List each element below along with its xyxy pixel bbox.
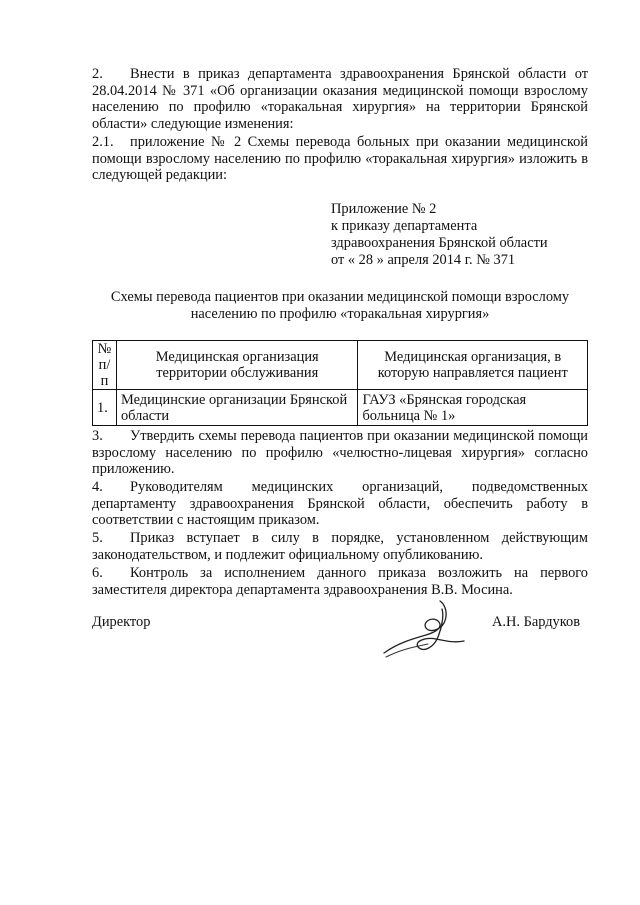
column-header-number: № п/п [93, 341, 117, 390]
table-cell: 1. [93, 390, 117, 426]
paragraph-number: 2. [92, 66, 103, 82]
table-header-row [93, 341, 588, 390]
paragraph-4 [92, 479, 588, 529]
paragraph-2 [92, 66, 588, 132]
scheme-title: Схемы перевода пациентов при оказании медицинской помощи взрослому населению по профилю «торакальная хирургия» [110, 289, 570, 322]
paragraph-number: 4. [92, 479, 103, 495]
table-row [93, 390, 588, 426]
paragraph-text: Утвердить схемы перевода пациентов при оказании медицинской помощи взрослому населению по профилю «челюстно-лицевая хирургия» согласно приложению. [92, 428, 588, 478]
paragraph-number: 6. [92, 565, 103, 581]
column-header-destination: Медицинская организация, в которую направляется пациент [358, 341, 588, 390]
transfer-scheme-table [92, 340, 588, 426]
paragraph-number: 3. [92, 428, 103, 444]
paragraph-text: Руководителям медицинских организаций, подведомственных департаменту здравоохранения Брянской области, обеспечить работу в соответствии с настоящим приказом. [92, 479, 588, 529]
signatory-name: А.Н. Бардуков [492, 614, 581, 630]
handwritten-signature [378, 597, 468, 659]
paragraph-5 [92, 530, 588, 563]
table-cell: Медицинские организации Брянской области [116, 390, 357, 426]
paragraph-6 [92, 565, 588, 598]
appendix-line: к приказу департамента [331, 218, 478, 234]
paragraph-number: 5. [92, 530, 103, 546]
appendix-line: от « 28 » апреля 2014 г. № 371 [331, 252, 516, 268]
appendix-header [331, 201, 548, 269]
paragraph-text: Приказ вступает в силу в порядке, установленном действующим законодательством, и подлежит официальному опубликованию. [92, 530, 588, 563]
table-cell: ГАУЗ «Брянская городская больница № 1» [358, 390, 588, 426]
paragraph-2-1 [92, 134, 588, 184]
appendix-line: Приложение № 2 [331, 201, 437, 217]
appendix-line: здравоохранения Брянской области [331, 235, 548, 251]
paragraph-text: приложение № 2 Схемы перевода больных при оказании медицинской помощи взрослому населению по профилю «торакальная хирургия» изложить в следующей редакции: [92, 134, 588, 184]
column-header-service-area: Медицинская организация территории обслуживания [116, 341, 357, 390]
paragraph-3 [92, 428, 588, 478]
paragraph-text: Контроль за исполнением данного приказа возложить на первого заместителя директора департамента здравоохранения В.В. Мосина. [92, 565, 588, 598]
paragraph-number: 2.1. [92, 134, 114, 150]
paragraph-text: Внести в приказ департамента здравоохранения Брянской области от 28.04.2014 № 371 «Об организации оказания медицинской помощи взрослому населению по профилю «торакальная хирургия» на территории Брянской области» следующие изменения: [92, 66, 588, 132]
signatory-position: Директор [92, 614, 151, 630]
